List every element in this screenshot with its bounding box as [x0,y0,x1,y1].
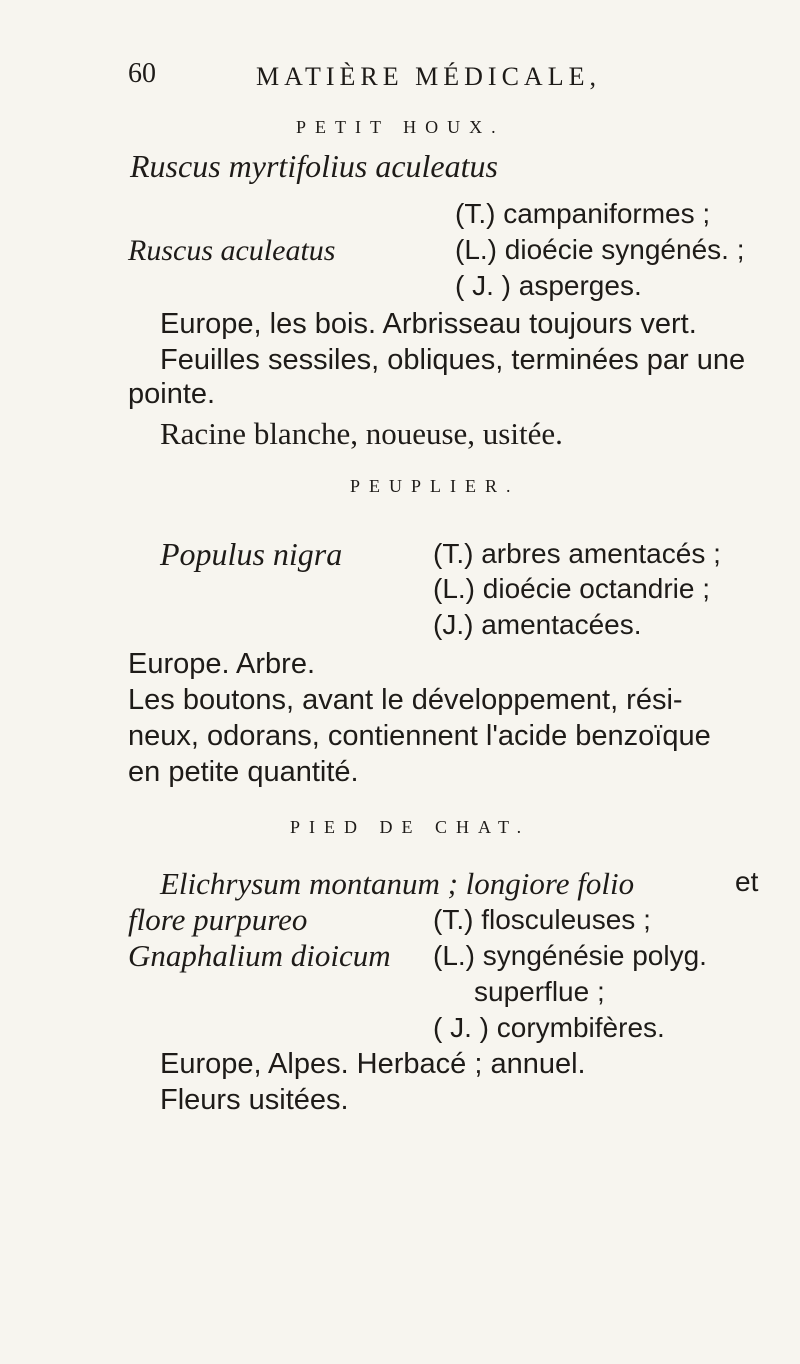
text-line: Fleurs usitées. [160,1084,349,1116]
text-line: pointe. [128,378,216,410]
text-line: Europe, les bois. Arbrisseau toujours vert. [160,308,697,340]
latin-name-elichrysum: Elichrysum montanum ; longiore folio [160,866,635,901]
classification-t: (T.) campaniformes ; [455,198,711,229]
classification-l: (L.) dioécie syngénés. ; [455,234,745,265]
classification-l: (L.) dioécie octandrie ; [433,573,711,604]
classification-j: ( J. ) asperges. [455,270,642,301]
classification-t: (T.) flosculeuses ; [433,904,651,935]
latin-name-ruscus-myrtifolius: Ruscus myrtifolius aculeatus [130,148,498,184]
classification-superflue: superflue ; [474,976,605,1007]
classification-t: (T.) arbres amentacés ; [433,538,721,569]
classification-j: (J.) amentacées. [433,609,642,640]
latin-name-ruscus-aculeatus: Ruscus aculeatus [128,234,336,267]
section-heading-petit-houx: PETIT HOUX. [296,117,505,137]
classification-j: ( J. ) corymbifères. [433,1012,665,1043]
text-line: Europe, Alpes. Herbacé ; annuel. [160,1048,586,1080]
running-title: MATIÈRE MÉDICALE, [256,62,601,91]
latin-conjunction: et [735,866,759,897]
text-line: Les boutons, avant le développement, rési- [128,684,683,716]
section-heading-pied-de-chat: PIED DE CHAT. [290,817,531,837]
text-line: Europe. Arbre. [128,648,315,680]
latin-name-populus-nigra: Populus nigra [160,536,343,572]
section-heading-peuplier: PEUPLIER. [350,476,520,496]
page-number: 60 [128,58,156,89]
text-line: en petite quantité. [128,756,359,788]
text-line: Feuilles sessiles, obliques, terminées par une [160,344,746,376]
classification-l: (L.) syngénésie polyg. [433,940,707,971]
text-line: Racine blanche, noueuse, usitée. [160,416,563,451]
latin-name-gnaphalium: Gnaphalium dioicum [128,938,391,973]
text-line: neux, odorans, contiennent l'acide benzoïque [128,720,711,752]
latin-name-flore-purpureo: flore purpureo [128,902,308,937]
